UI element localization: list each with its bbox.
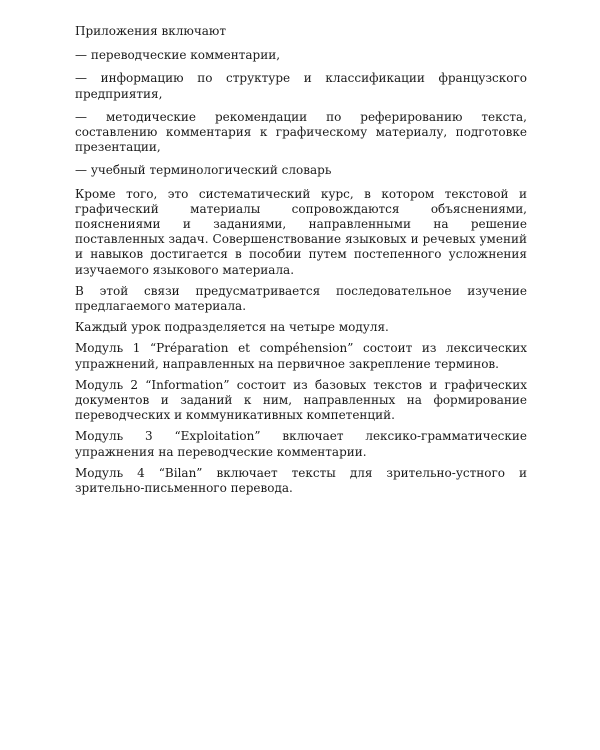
- paragraph-sequential-study: В этой связи предусматривается последовательное изучение предлагаемого материала.: [75, 283, 527, 314]
- list-item-translation-comments: — переводческие комментарии,: [75, 48, 281, 63]
- paragraph-module-2: Модуль 2 “Information” состоит из базовых текстов и графических документов и заданий к ним, направленных на формирование переводческих и коммуникативных компетенций.: [75, 377, 527, 423]
- intro-paragraph: Приложения включают: [75, 24, 227, 38]
- list-item-glossary: — учебный терминологический словарь: [75, 163, 332, 178]
- list-item-method-recommendations: — методические рекомендации по реферированию текста, составлению комментария к графическому материалу, подготовке презентации,: [75, 109, 527, 155]
- paragraph-module-3: Модуль 3 “Exploitation” включает лексико-грамматические упражнения на переводческие комментарии.: [75, 429, 527, 459]
- paragraph-module-4: Модуль 4 “Bilan” включает тексты для зрительно-устного и зрительно-письменного перевода.: [75, 465, 527, 496]
- paragraph-module-1: Модуль 1 “Préparation et compéhension” состоит из лексических упражнений, направленных на первичное закрепление терминов.: [75, 341, 527, 371]
- document-body: [75, 24, 527, 502]
- paragraph-four-modules: Каждый урок подразделяется на четыре модуля.: [75, 320, 389, 335]
- list-item-enterprise-info: — информацию по структуре и классификации французского предприятия,: [75, 71, 527, 101]
- paragraph-systematic-course: Кроме того, это систематический курс, в котором текстовой и графический материалы сопровождаются объяснениями, пояснениями и заданиями, направленными на решение поставленных задач. Совершенствование языковых и речевых умений и навыков достигается в пособии путем постепенного усложнения изучаемого языкового материала.: [75, 186, 527, 277]
